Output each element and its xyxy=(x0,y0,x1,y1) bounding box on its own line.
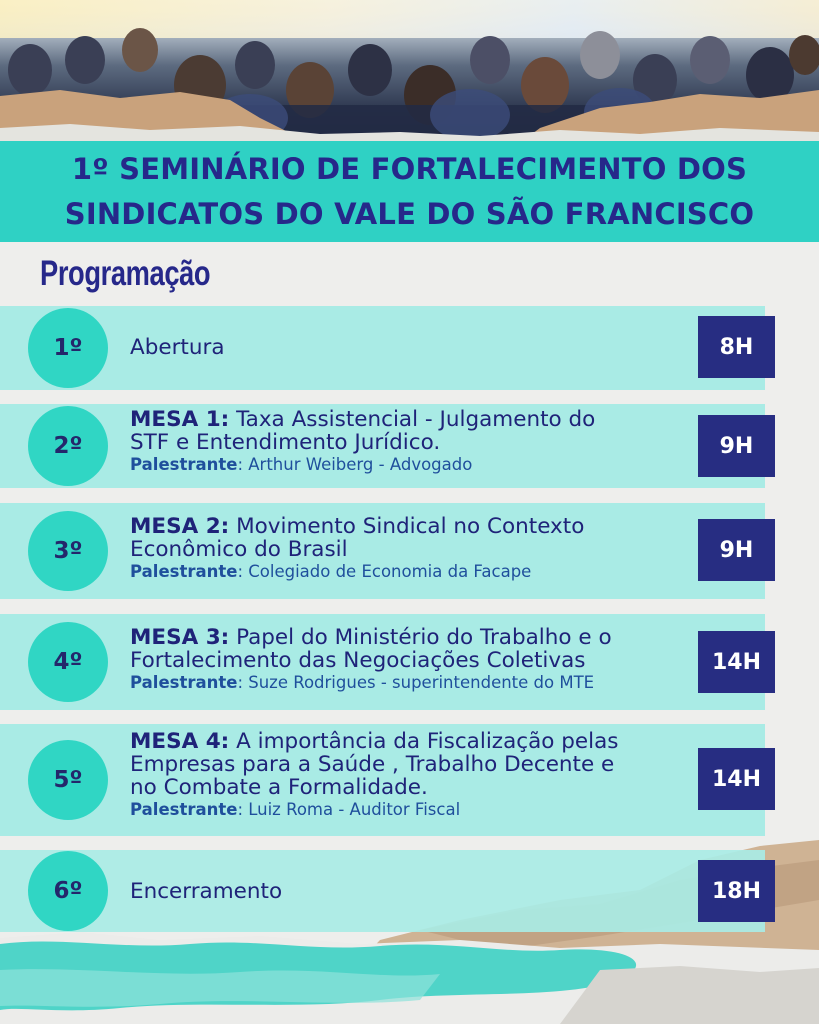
order-badge: 6º xyxy=(28,851,108,931)
time-badge: 9H xyxy=(698,415,775,477)
mesa-label: MESA 1: xyxy=(130,407,230,432)
time-badge: 18H xyxy=(698,860,775,922)
audience-photo xyxy=(0,0,819,145)
speaker-name: : Luiz Roma - Auditor Fiscal xyxy=(237,800,461,819)
speaker-line xyxy=(130,799,695,821)
speaker-name: : Colegiado de Economia da Facape xyxy=(237,562,532,581)
agenda-text xyxy=(130,626,695,694)
time-badge: 14H xyxy=(698,748,775,810)
agenda-row xyxy=(0,724,765,836)
title-line-1: 1º SEMINÁRIO DE FORTALECIMENTO DOS xyxy=(71,151,748,186)
agenda-text xyxy=(130,880,695,903)
topic-line xyxy=(130,626,695,649)
order-badge: 2º xyxy=(28,406,108,486)
topic-line: Empresas para a Saúde , Trabalho Decente e xyxy=(130,752,615,777)
title-banner xyxy=(0,141,819,242)
title-line-2: SINDICATOS DO VALE DO SÃO FRANCISCO xyxy=(64,196,755,231)
order-badge: 4º xyxy=(28,622,108,702)
speaker-label: Palestrante xyxy=(130,800,238,819)
torn-paper-decoration xyxy=(0,88,819,145)
topic-line xyxy=(130,730,695,753)
topic-part: Taxa Assistencial - Julgamento do xyxy=(229,407,596,432)
speaker-label: Palestrante xyxy=(130,562,238,581)
speaker-name: : Suze Rodrigues - superintendente do MTE xyxy=(237,673,595,692)
speaker-line xyxy=(130,672,695,694)
topic-line: no Combate a Formalidade. xyxy=(130,775,428,800)
order-badge: 1º xyxy=(28,308,108,388)
agenda-row xyxy=(0,850,765,932)
section-title: Programação xyxy=(40,254,211,293)
agenda-row xyxy=(0,404,765,488)
topic-part: A importância da Fiscalização pelas xyxy=(229,729,619,754)
speaker-name: : Arthur Weiberg - Advogado xyxy=(237,455,473,474)
speaker-line xyxy=(130,454,695,476)
topic-part: Movimento Sindical no Contexto xyxy=(229,514,585,539)
mesa-label: MESA 2: xyxy=(130,514,230,539)
mesa-label: MESA 3: xyxy=(130,625,230,650)
time-badge: 8H xyxy=(698,316,775,378)
topic-line xyxy=(130,408,695,431)
agenda-row xyxy=(0,306,765,390)
speaker-line xyxy=(130,561,695,583)
agenda-text xyxy=(130,336,695,359)
topic-line: Fortalecimento das Negociações Coletivas xyxy=(130,648,586,673)
topic-line xyxy=(130,515,695,538)
order-badge: 5º xyxy=(28,740,108,820)
speaker-label: Palestrante xyxy=(130,455,238,474)
order-badge: 3º xyxy=(28,511,108,591)
agenda-text xyxy=(130,515,695,583)
mesa-label: MESA 4: xyxy=(130,729,230,754)
agenda-row xyxy=(0,614,765,710)
topic-line: Econômico do Brasil xyxy=(130,537,348,562)
topic: Abertura xyxy=(130,335,225,360)
time-badge: 9H xyxy=(698,519,775,581)
agenda-text xyxy=(130,730,695,821)
time-badge: 14H xyxy=(698,631,775,693)
agenda-text xyxy=(130,408,695,476)
speaker-label: Palestrante xyxy=(130,673,238,692)
topic-part: Papel do Ministério do Trabalho e o xyxy=(229,625,612,650)
topic: Encerramento xyxy=(130,879,283,904)
topic-line: STF e Entendimento Jurídico. xyxy=(130,430,441,455)
agenda-row xyxy=(0,503,765,599)
